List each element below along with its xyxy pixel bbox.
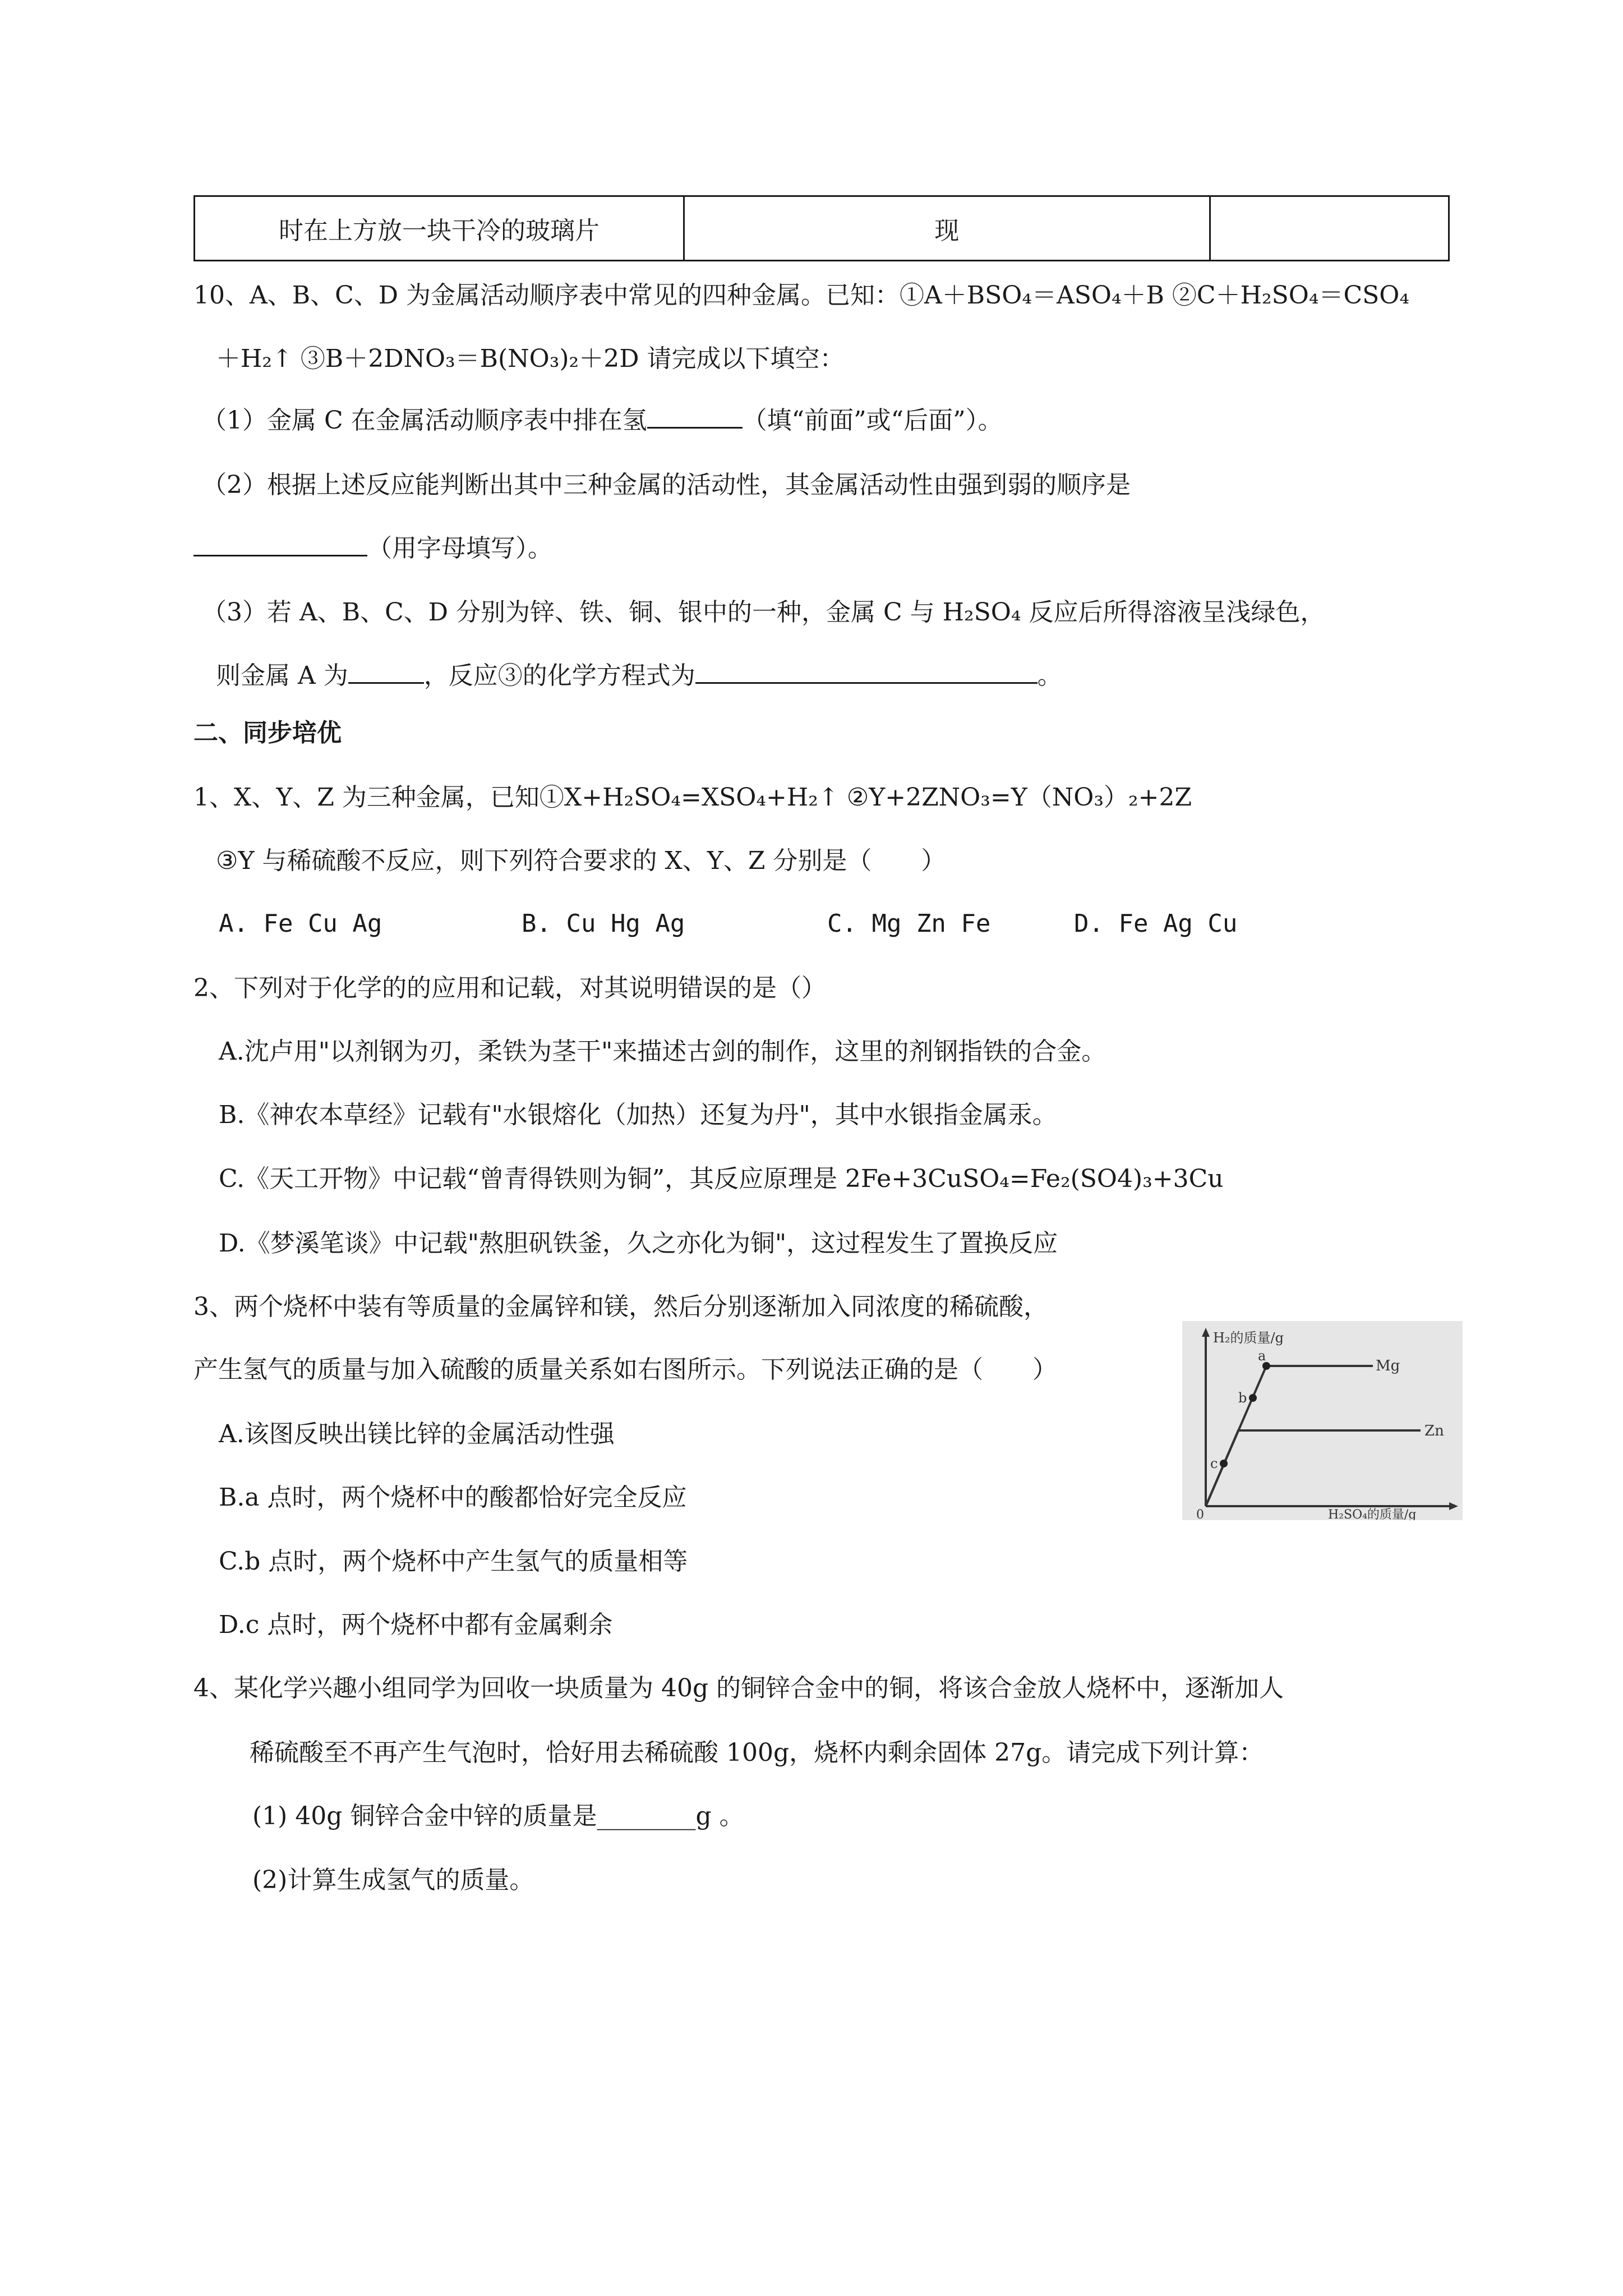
zn-curve xyxy=(1206,1430,1421,1506)
q10-part2: （2）根据上述反应能判断出其中三种金属的活动性，其金属活动性由强到弱的顺序是 xyxy=(202,471,1131,499)
q10-part3: （3）若 A、B、C、D 分别为锌、铁、铜、银中的一种，金属 C 与 H₂SO₄ 反应后所得溶液呈浅绿色， xyxy=(202,598,1325,627)
q1-stem: 1、X、Y、Z 为三种金属，已知①X+H₂SO₄=XSO₄+H₂↑ ②Y+2ZNO₃=Y（NO₃）₂+2Z xyxy=(193,783,1192,812)
cell-text: 现 xyxy=(934,217,960,245)
point-b xyxy=(1249,1394,1257,1402)
q10-intro: 10、A、B、C、D 为金属活动顺序表中常见的四种金属。已知：①A＋BSO₄＝ASO₄＋B ②C＋H₂SO₄＝CSO₄ xyxy=(193,281,1409,310)
q10-part3-line2 xyxy=(216,659,1062,693)
x-axis-arrow xyxy=(1449,1502,1458,1510)
mg-label: Mg xyxy=(1376,1358,1400,1374)
q3-option-b[interactable]: B.a 点时，两个烧杯中的酸都恰好完全反应 xyxy=(219,1483,687,1512)
point-a-label: a xyxy=(1258,1348,1266,1364)
answer-blank[interactable] xyxy=(695,660,1038,684)
q3-option-c[interactable]: C.b 点时，两个烧杯中产生氢气的质量相等 xyxy=(219,1547,688,1576)
point-b-label: b xyxy=(1238,1390,1247,1406)
q1-option-c[interactable]: C. Mg Zn Fe xyxy=(827,909,991,938)
q4-part1: (1) 40g 铜锌合金中锌的质量是________g 。 xyxy=(252,1802,744,1830)
q10-part2-line2 xyxy=(193,532,552,565)
q2-option-a[interactable]: A.沈卢用"以剂钢为刃，柔铁为茎干"来描述古剑的制作，这里的剂钢指铁的合金。 xyxy=(219,1037,1106,1066)
hydrogen-mass-graph xyxy=(1182,1321,1463,1520)
section-title: 二、同步培优 xyxy=(193,719,342,747)
y-axis-label: H₂的质量/g xyxy=(1213,1330,1284,1346)
q4-stem: 4、某化学兴趣小组同学为回收一块质量为 40g 的铜锌合金中的铜，将该合金放人烧杯中，逐渐加人 xyxy=(193,1674,1284,1703)
q1-stem-2: ③Y 与稀硫酸不反应，则下列符合要求的 X、Y、Z 分别是（ ） xyxy=(216,846,946,875)
zn-label: Zn xyxy=(1424,1423,1444,1439)
mg-curve xyxy=(1206,1366,1373,1506)
y-axis-arrow xyxy=(1202,1328,1210,1337)
q10-part1-text-b: （填“前面”或“后面”）。 xyxy=(742,406,1003,435)
origin-label: 0 xyxy=(1196,1508,1204,1520)
q1-option-a[interactable]: A. Fe Cu Ag xyxy=(219,909,382,938)
q3-option-a[interactable]: A.该图反映出镁比锌的金属活动性强 xyxy=(219,1420,615,1448)
q10-part1 xyxy=(202,404,1003,438)
point-c xyxy=(1220,1460,1228,1467)
q2-option-b[interactable]: B.《神农本草经》记载有"水银熔化（加热）还复为丹"，其中水银指金属汞。 xyxy=(219,1101,1057,1129)
table-cell xyxy=(195,196,684,261)
table-row xyxy=(195,196,1449,261)
q1-option-d[interactable]: D. Fe Ag Cu xyxy=(1074,909,1238,938)
q2-stem: 2、下列对于化学的的应用和记载，对其说明错误的是（） xyxy=(193,974,826,1002)
q10-part3-text-c: ，反应③的化学方程式为 xyxy=(423,661,695,690)
q3-stem: 3、两个烧杯中装有等质量的金属锌和镁，然后分别逐渐加入同浓度的稀硫酸， xyxy=(193,1292,1048,1321)
q10-part3-text-d: 。 xyxy=(1037,661,1062,690)
experiment-table xyxy=(193,195,1450,261)
q10-part2-text-b: （用字母填写）。 xyxy=(367,534,552,563)
table-cell xyxy=(684,196,1210,261)
cell-text: 时在上方放一块干冷的玻璃片 xyxy=(279,217,600,245)
q2-option-d[interactable]: D.《梦溪笔谈》中记载"熬胆矾铁釜，久之亦化为铜"，这过程发生了置换反应 xyxy=(219,1229,1058,1258)
answer-blank[interactable] xyxy=(193,532,367,556)
q1-option-b[interactable]: B. Cu Hg Ag xyxy=(522,909,685,938)
q10-part3-text-b: 则金属 A 为 xyxy=(216,661,348,690)
q10-intro-2: ＋H₂↑ ③B＋2DNO₃＝B(NO₃)₂＋2D 请完成以下填空： xyxy=(216,344,845,373)
q3-option-d[interactable]: D.c 点时，两个烧杯中都有金属剩余 xyxy=(219,1611,613,1639)
q4-part2: (2)计算生成氢气的质量。 xyxy=(252,1866,534,1894)
q3-stem-2: 产生氢气的质量与加入硫酸的质量关系如右图所示。下列说法正确的是（ ） xyxy=(193,1355,1057,1384)
x-axis-label: H₂SO₄的质量/g xyxy=(1328,1508,1417,1520)
answer-blank[interactable] xyxy=(348,660,424,684)
q2-option-c[interactable]: C.《天工开物》中记载“曾青得铁则为铜”，其反应原理是 2Fe+3CuSO₄=Fe₂(SO4)₃+3Cu xyxy=(219,1165,1224,1193)
table-cell xyxy=(1210,196,1449,261)
q4-stem-2: 稀硫酸至不再产生气泡时，恰好用去稀硫酸 100g，烧杯内剩余固体 27g。请完成下列计算： xyxy=(250,1738,1264,1767)
answer-blank[interactable] xyxy=(647,404,743,429)
graph-svg xyxy=(1182,1321,1463,1520)
point-c-label: c xyxy=(1210,1456,1218,1471)
q10-part1-text-a: （1）金属 C 在金属活动顺序表中排在氢 xyxy=(202,406,647,435)
